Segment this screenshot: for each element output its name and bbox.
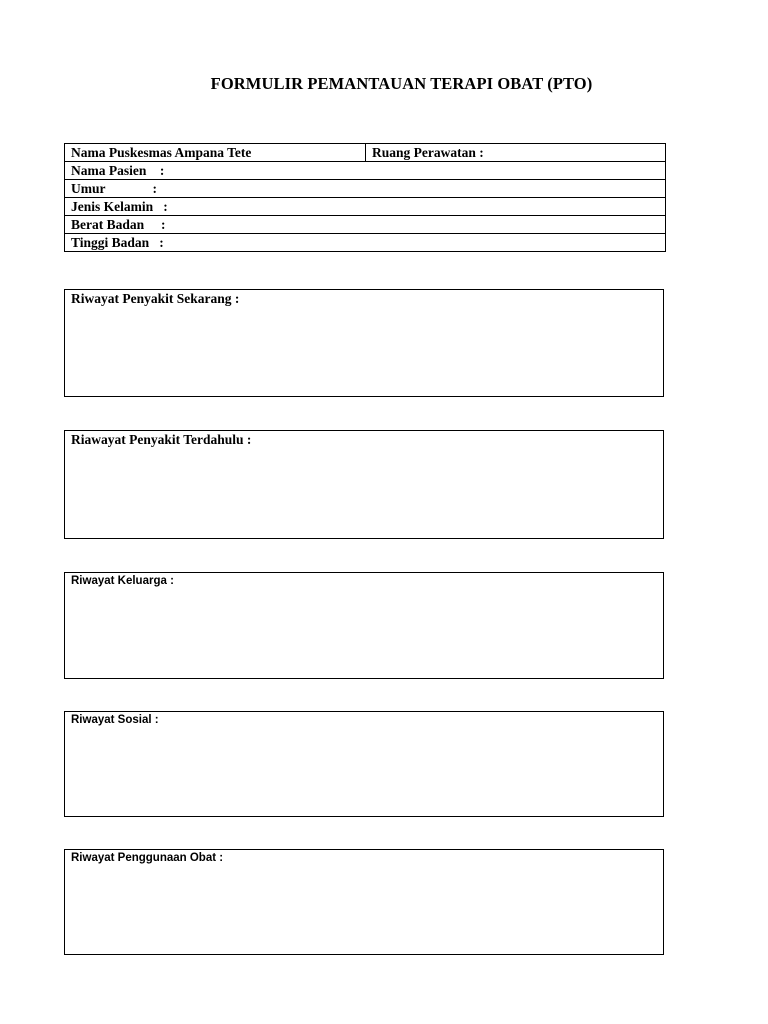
riwayat-penyakit-sekarang-label: Riwayat Penyakit Sekarang : xyxy=(71,291,240,306)
patient-info-table xyxy=(64,143,666,252)
riwayat-penggunaan-obat-label: Riwayat Penggunaan Obat : xyxy=(71,852,224,864)
riwayat-keluarga-box[interactable] xyxy=(64,572,664,679)
table-row xyxy=(65,198,666,216)
nama-pasien-field[interactable]: Nama Pasien : xyxy=(65,162,666,180)
ruang-perawatan-field[interactable]: Ruang Perawatan : xyxy=(366,144,666,162)
table-row xyxy=(65,162,666,180)
tinggi-badan-field[interactable]: Tinggi Badan : xyxy=(65,234,666,252)
jenis-kelamin-field[interactable]: Jenis Kelamin : xyxy=(65,198,666,216)
riwayat-penyakit-sekarang-box[interactable] xyxy=(64,289,664,397)
umur-field[interactable]: Umur : xyxy=(65,180,666,198)
riwayat-penyakit-terdahulu-box[interactable] xyxy=(64,430,664,539)
table-row xyxy=(65,234,666,252)
table-row xyxy=(65,180,666,198)
riwayat-keluarga-label: Riwayat Keluarga : xyxy=(71,575,174,587)
riwayat-penggunaan-obat-box[interactable] xyxy=(64,849,664,955)
berat-badan-field[interactable]: Berat Badan : xyxy=(65,216,666,234)
table-row xyxy=(65,144,666,162)
riwayat-penyakit-terdahulu-label: Riawayat Penyakit Terdahulu : xyxy=(71,432,252,447)
riwayat-sosial-box[interactable] xyxy=(64,711,664,817)
table-row xyxy=(65,216,666,234)
puskesmas-name-cell: Nama Puskesmas Ampana Tete xyxy=(65,144,366,162)
page-title: FORMULIR PEMANTAUAN TERAPI OBAT (PTO) xyxy=(210,74,593,93)
riwayat-sosial-label: Riwayat Sosial : xyxy=(71,714,159,726)
